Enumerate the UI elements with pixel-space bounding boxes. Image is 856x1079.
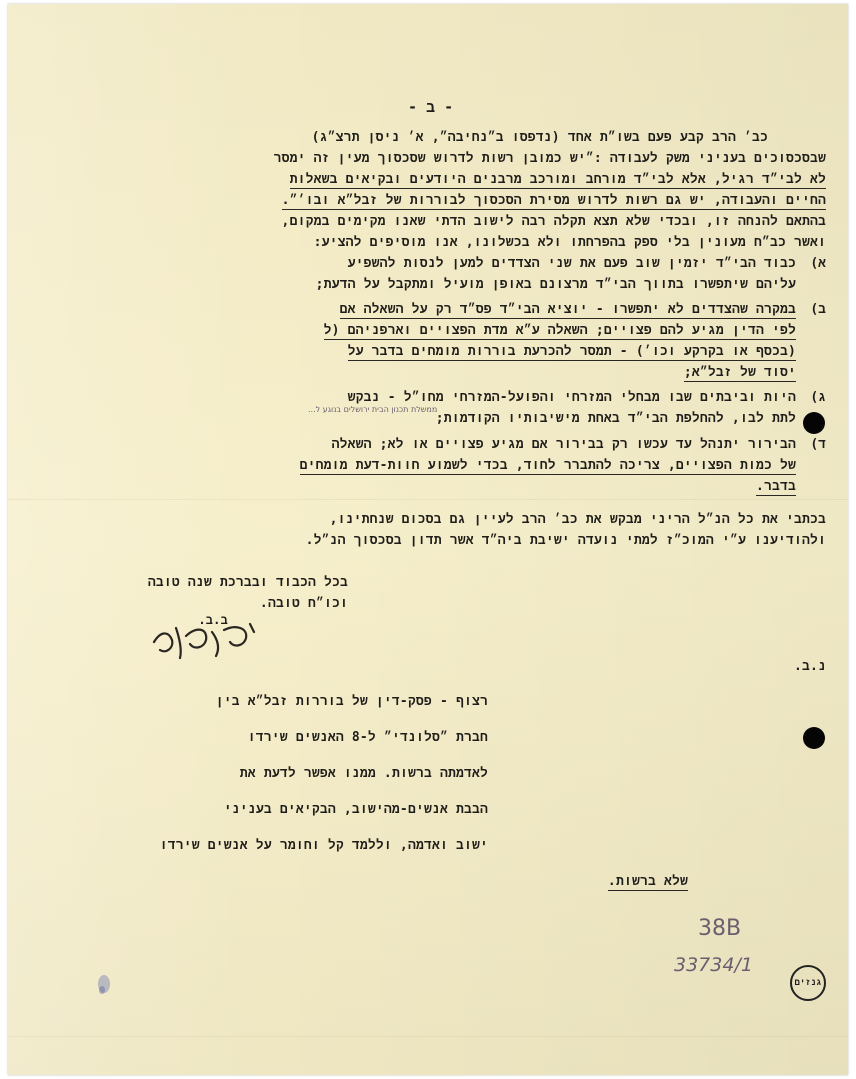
underlined-text: בדבר. — [755, 479, 796, 494]
text-line: כב׳ הרב קבע פעם בשו״ת אחד (נדפסו ב״נחיבה״, א׳ ניסן תרצ״ג) — [311, 130, 768, 145]
text-line — [0, 344, 848, 359]
text-line — [0, 874, 848, 889]
item-marker: ג) — [810, 390, 826, 405]
underlined-text: (בכסף או בקרקע וכו׳) - תמסר להכרעת בוררות מומחים בדבר על — [347, 344, 796, 359]
ink-blot — [92, 970, 116, 1000]
text-line — [0, 193, 848, 208]
text-line: ואשר כב״ח מעונין בלי ספק בהפרחתו ולא בכשלונו, אנו מוסיפים להציע: — [313, 235, 826, 250]
underlined-text: שלא ברשות. — [607, 874, 688, 889]
text-line: היות וביבתים שבו מבחלי המזרחי והפועל-המזרחי מחו״ל - נבקש — [347, 390, 796, 405]
text-line: ולהודיענו ע״י המוכ״ז למתי נועדה ישיבת ביה״ד אשר תדון בסכסוך הנ״ל. — [305, 533, 826, 548]
postscript-label: נ.ב. — [793, 659, 826, 674]
item-marker: ב) — [810, 302, 826, 317]
text-line: עליהם שיתפשרו בתווך הבי״ד מרצונם באופן מועיל ומתקבל על הדעת; — [315, 277, 796, 292]
handwritten-file-number: 38B — [698, 916, 742, 941]
text-line — [0, 172, 848, 187]
text-line — [0, 302, 848, 317]
punch-hole — [803, 727, 825, 749]
underlined-text: לפי הדין מגיע להם פצויים; השאלה ע״א מדת הפצויים וארפניהם (ל — [323, 323, 796, 338]
text-line — [0, 479, 848, 494]
greeting-line: בכל הכבוד ובברכת שנה טובה — [147, 575, 348, 590]
interlinear-note: ממשלת תכנון הבית ירושלים בנוגע ל... — [308, 405, 438, 414]
underlined-text: החיים והעבודה, יש גם רשות לדרוש מסירת הסכסוך לבוררות של זבל״א ובו׳״. — [281, 193, 826, 208]
signature-initials: ב.ב. — [198, 613, 228, 627]
paper-fold — [8, 1036, 848, 1037]
text-line: חברת ״סלונדי״ ל-8 האנשים שירדו — [247, 730, 488, 745]
text-line: לאדמתה ברשות. ממנו אפשר לדעת את — [239, 766, 488, 781]
text-line: לתת לבו, להחלפת הבי״ד באחת מישיבותיו הקודמות; — [435, 411, 796, 426]
underlined-text: לא לבי״ד רגיל, אלא לבי״ד מורחב ומורכב מרבנים היודעים ובקיאים בשאלות — [289, 172, 826, 187]
underlined-text: יסוד של זבל״א; — [683, 365, 796, 380]
item-marker: א) — [810, 256, 826, 271]
greeting-line: וכו״ח טובה. — [259, 596, 348, 611]
underlined-text: במקרה שהצדדים לא יתפשרו - יוציא הבי״ד פס״ד רק על השאלה אם — [339, 302, 796, 317]
text-line: שבסכסוכים בעניני משק לעבודה :״יש כמובן רשות לדרוש שסכסוך מעין זה ימסר — [273, 151, 826, 166]
text-line — [0, 365, 848, 380]
text-line: הבבת אנשים-מהישוב, הבקיאים בעניני — [223, 802, 488, 817]
underlined-text: של כמות הפצויים, צריכה להתברר לחוד, בכדי לשמוע חוות-דעת מומחים — [299, 458, 796, 473]
text-line: הבירור יתנהל עד עכשו רק בבירור אם מגיע פצויים או לא; השאלה — [331, 437, 796, 452]
document-page — [8, 4, 848, 1075]
text-line: בכתבי את כל הנ״ל הריני מבקש את כב׳ הרב לעיין גם בסכום שנחתינו, — [329, 512, 826, 527]
text-line — [0, 323, 848, 338]
punch-hole — [803, 412, 825, 434]
paper-fold — [8, 499, 848, 500]
text-line: ישוב ואדמה, וללמד קל וחומר על אנשים שירדו — [159, 838, 488, 853]
page-marker: - ב - — [408, 98, 454, 116]
archive-stamp: גנזים — [790, 965, 826, 1001]
text-line: כבוד הבי״ד יזמין שוב פעם את שני הצדדים למען לנסות להשפיע — [347, 256, 796, 271]
text-line: בהתאם להנחה זו, ובכדי שלא תצא תקלה רבה לישוב הדתי שאנו מקימים במקום, — [281, 214, 826, 229]
handwritten-reference-number: 33734/1 — [674, 954, 753, 976]
text-line — [0, 458, 848, 473]
item-marker: ד) — [810, 437, 826, 452]
text-line: רצוף - פסק-דין של בוררות זבל״א בין — [215, 694, 488, 709]
